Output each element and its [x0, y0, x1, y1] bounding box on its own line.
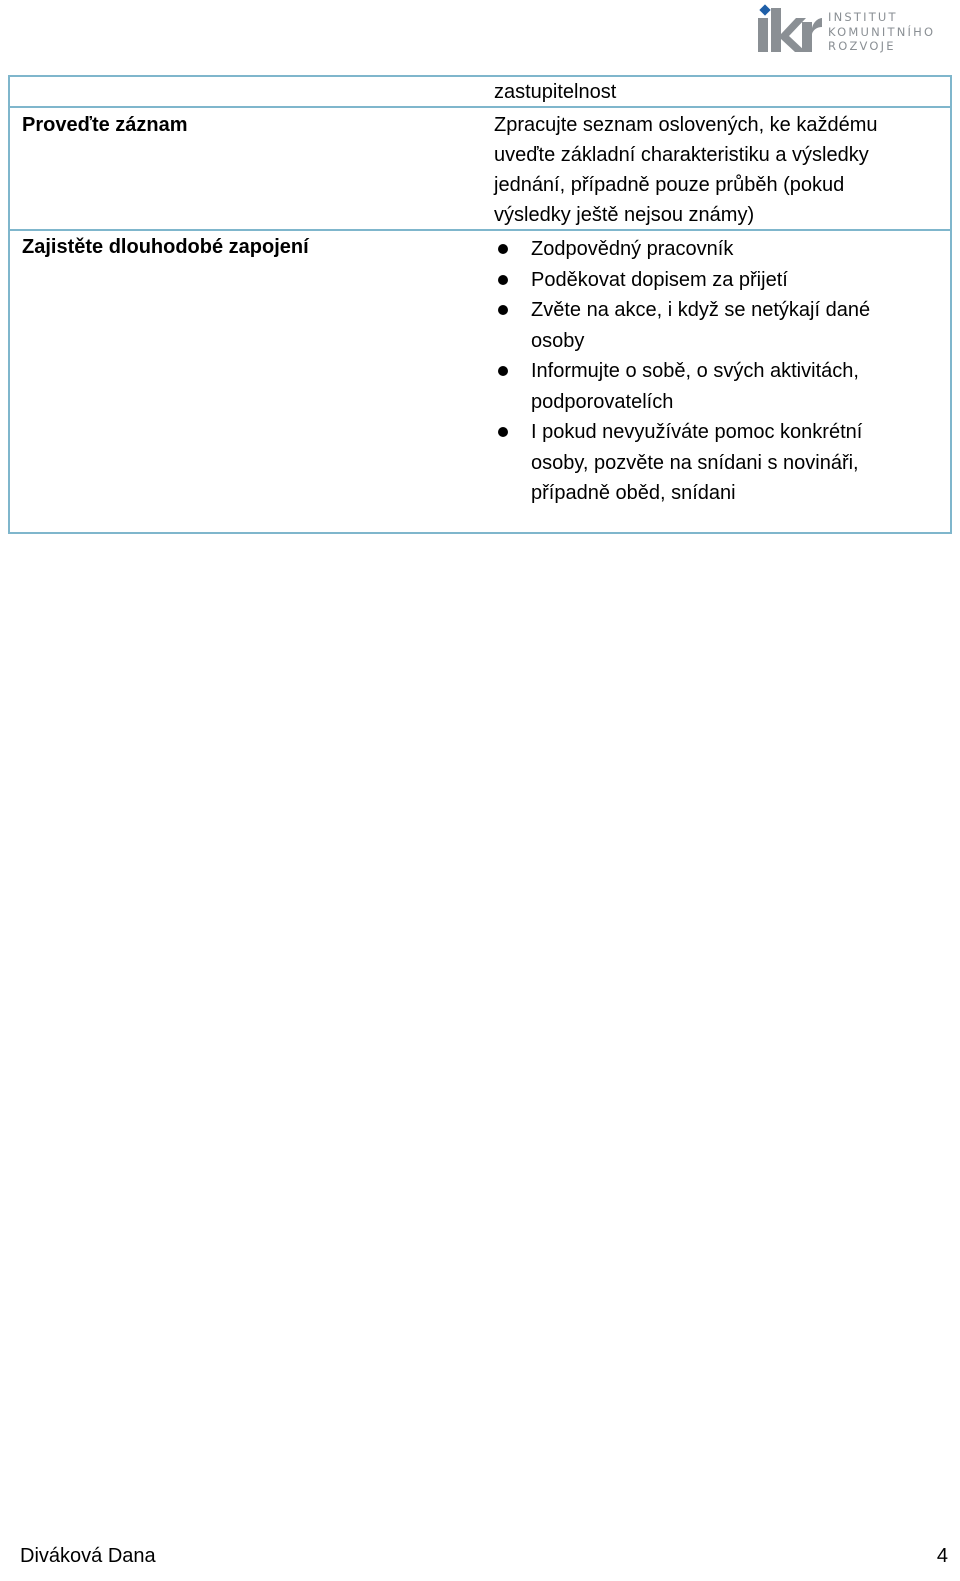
- bullet-line: osoby, pozvěte na snídani s novináři,: [531, 451, 859, 474]
- bullet-line: Zvěte na akce, i když se netýkají dané: [531, 299, 871, 321]
- row2-text-line-4: výsledky ještě nejsou známy): [494, 204, 755, 226]
- footer-author: Diváková Dana: [20, 1545, 156, 1567]
- bullet-item: [494, 417, 870, 509]
- bullet-dot-icon: [498, 427, 508, 437]
- logo-line-3: ROZVOJE: [828, 39, 896, 53]
- logo-line-1: INSTITUT: [828, 10, 898, 24]
- bullet-dot-icon: [498, 244, 508, 254]
- bullet-item: [494, 356, 870, 417]
- logo-line-2: KOMUNITNÍHO: [828, 24, 936, 39]
- bullet-line: osoby: [531, 329, 585, 352]
- row2-text-line-2: uveďte základní charakteristiku a výsledky: [494, 144, 869, 166]
- ikr-logo-text: [828, 10, 952, 54]
- row3-label: Zajistěte dlouhodobé zapojení: [22, 236, 309, 258]
- engagement-bullet-list: [494, 234, 870, 509]
- bullet-item: [494, 295, 870, 356]
- bullet-dot-icon: [498, 305, 508, 315]
- bullet-line: případně oběd, snídani: [531, 482, 736, 504]
- bullet-dot-icon: [498, 275, 508, 285]
- row-divider-2: [10, 229, 950, 231]
- ikr-logo: [758, 4, 948, 56]
- row1-text-line-1: zastupitelnost: [494, 81, 617, 103]
- row2-label: Proveďte záznam: [22, 114, 188, 136]
- bullet-line: I pokud nevyužíváte pomoc konkrétní: [531, 421, 863, 443]
- bullet-dot-icon: [498, 366, 508, 376]
- bullet-line: podporovatelích: [531, 390, 674, 413]
- footer-page-number: 4: [936, 1545, 948, 1567]
- bullet-line: Poděkovat dopisem za přijetí: [531, 268, 788, 291]
- bullet-line: Zodpovědný pracovník: [531, 238, 734, 260]
- row2-text-line-3: jednání, případně pouze průběh (pokud: [494, 174, 845, 196]
- row-divider-1: [10, 106, 950, 108]
- bullet-line: Informujte o sobě, o svých aktivitách,: [531, 360, 859, 382]
- ikr-logo-mark-icon: [758, 4, 822, 56]
- content-table: [8, 75, 952, 534]
- bullet-item: [494, 265, 870, 296]
- row2-text-line-1: Zpracujte seznam oslovených, ke každému: [494, 114, 878, 136]
- bullet-item: [494, 234, 870, 265]
